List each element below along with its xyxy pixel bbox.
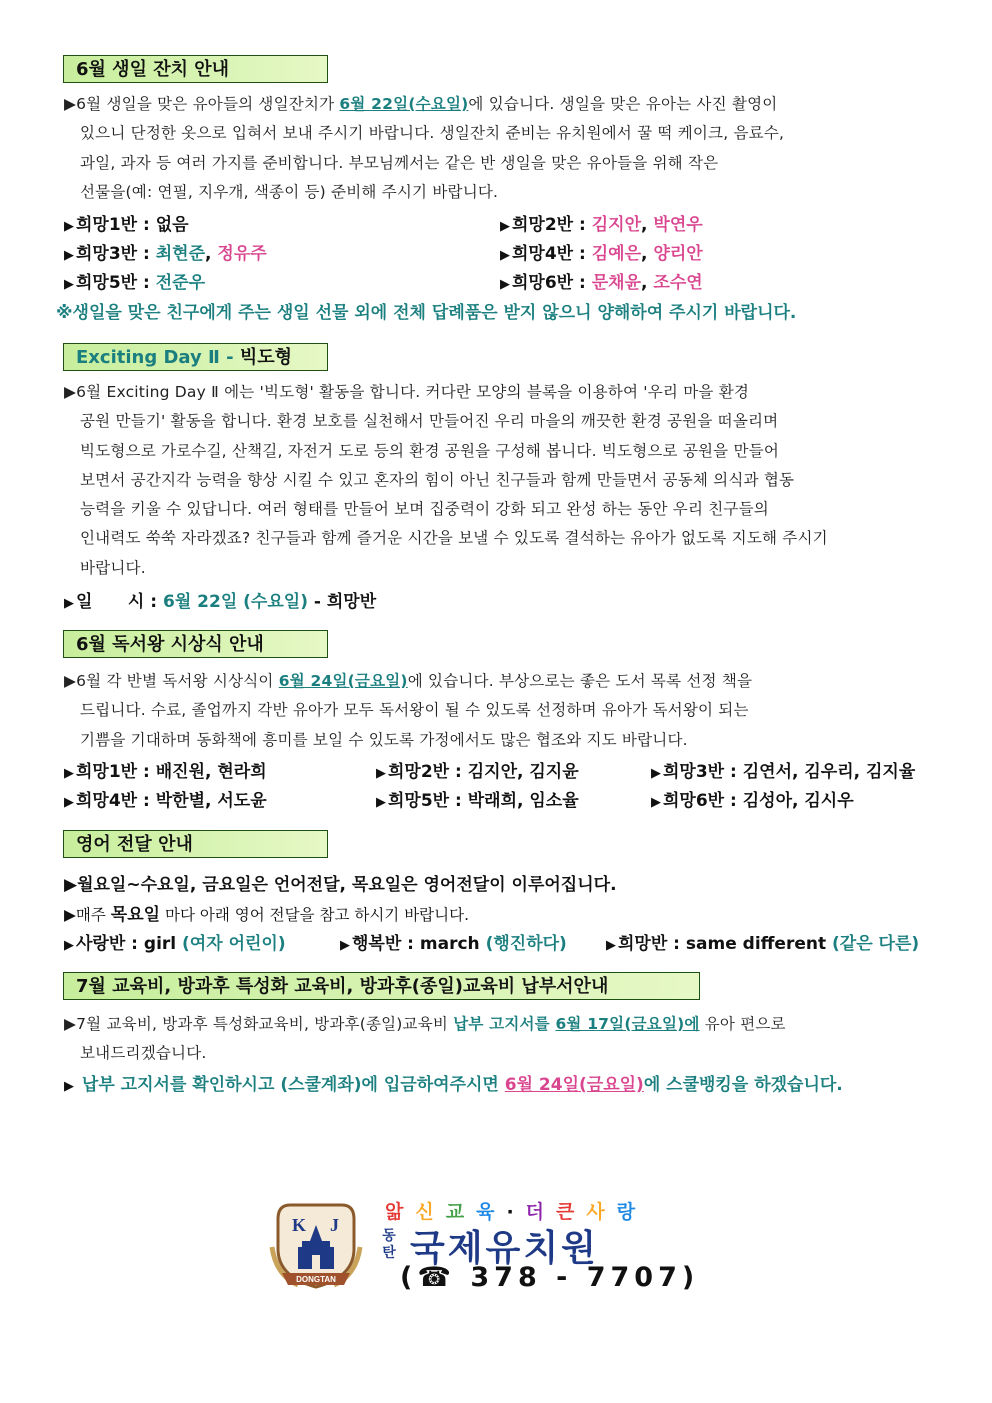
child-name: 없음 <box>155 215 189 235</box>
child-name: 정유주 <box>217 244 267 264</box>
reading-winner-1: ▶ 희망1반 : 배진원, 현라희 <box>64 762 267 782</box>
english-line-1: ▶월요일~수요일, 금요일은 언어전달, 목요일은 영어전달이 이루어집니다. <box>64 875 617 895</box>
kindergarten-crest-icon <box>268 1197 364 1293</box>
child-name: 박연우 <box>653 215 703 235</box>
exciting-paragraph: ▶6월 Exciting Day Ⅱ 에는 '빅도형' 활동을 합니다. 커다란 모양의 블록을 이용하여 '우리 마을 환경 공원 만들기' 활동을 합니다. 환경 보호를 실천해서 만들어진 우리 마을의 깨끗한 환경 공원을 떠올리며 빅도형으로 가로수길, 산책길, 자전거 도로 등의 환경 공원을 구성해 봅니다. 빅도형으로 공원을 만들어 보면서 공간지각 능력을 향상 시킬 수 있고 혼자의 힘이 아닌 친구들과 함께 만들면서 공동체 의식과 협동 능력을 키울 수 있답니다. 여러 형태를 만들어 보며 집중력이 강화 되고 완성 하는 동안 우리 친구들의 인내력도 쑥쑥 자라겠죠? 친구들과 함께 즐거운 시간을 보낼 수 있도록 결석하는 유아가 없도록 지도해 주시기 바랍니다. <box>64 383 828 577</box>
phone-number: (☎ 378 - 7707) <box>400 1262 700 1293</box>
birthday-class-3: ▶ 희망3반 : 최현준, 정유주 <box>64 244 267 264</box>
fee-title: 7월 교육비, 방과후 특성화 교육비, 방과후(종일)교육비 납부서안내 <box>63 972 700 1000</box>
slogan-char: 앎 <box>385 1201 416 1223</box>
slogan-char: 사 <box>586 1201 617 1223</box>
reading-paragraph: ▶6월 각 반별 독서왕 시상식이 6월 24일(금요일)에 있습니다. 부상으로는 좋은 도서 목록 선정 책을 드립니다. 수료, 졸업까지 각반 유아가 모두 독서왕이 될 수 있도록 선정하며 유아가 독서왕이 되는 기쁨을 기대하며 동화책에 흥미를 보일 수 있도록 가정에서도 많은 협조와 지도 바랍니다. <box>64 672 753 749</box>
birthday-class-1: ▶ 희망1반 : 없음 <box>64 215 189 235</box>
english-item-1: ▶ 사랑반 : girl (여자 어린이) <box>64 934 286 954</box>
child-name: 조수연 <box>653 273 703 293</box>
child-name: 김지안 <box>591 215 642 235</box>
birthday-class-4: ▶ 희망4반 : 김예은, 양리안 <box>500 244 703 264</box>
reading-winner-5: ▶ 희망5반 : 박래희, 임소율 <box>376 791 579 811</box>
birthday-class-2: ▶ 희망2반 : 김지안, 박연우 <box>500 215 703 235</box>
english-line-2: ▶매주 목요일 마다 아래 영어 전달을 참고 하시기 바랍니다. <box>64 905 470 925</box>
english-item-3: ▶ 희망반 : same different (같은 다른) <box>606 934 920 954</box>
reading-winner-6: ▶ 희망6반 : 김성아, 김시우 <box>651 791 854 811</box>
birthday-date: 6월 22일(수요일) <box>339 95 469 113</box>
slogan-char: 교 <box>445 1201 477 1223</box>
english-title: 영어 전달 안내 <box>63 830 328 858</box>
child-name: 김예은 <box>591 244 642 264</box>
reading-winner-2: ▶ 희망2반 : 김지안, 김지윤 <box>376 762 579 782</box>
slogan-char: 랑 <box>616 1201 648 1223</box>
kindergarten-name: 국제유치원 <box>410 1228 599 1269</box>
class-label: 희망3반 : <box>76 244 156 264</box>
birthday-note: ※생일을 맞은 친구에게 주는 생일 선물 외에 전체 답례품은 받지 않으니 양해하여 주시기 바랍니다. <box>56 303 797 323</box>
fee-paragraph: ▶7월 교육비, 방과후 특성화교육비, 방과후(종일)교육비 납부 고지서를 6월 17일(금요일)에 유아 편으로 보내드리겠습니다. <box>64 1015 786 1063</box>
birthday-title: 6월 생일 잔치 안내 <box>63 55 328 83</box>
dongtan-label: 동탄 <box>382 1228 396 1261</box>
birthday-class-6: ▶ 희망6반 : 문채윤, 조수연 <box>500 273 703 293</box>
crest-letter-j: J <box>330 1215 339 1235</box>
slogan-char: · <box>506 1201 526 1223</box>
exciting-when: ▶ 일 시 : 6월 22일 (수요일) - 희망반 <box>64 592 377 612</box>
class-label: 희망6반 : <box>512 273 592 293</box>
class-label: 희망5반 : <box>76 273 156 293</box>
slogan-char: 더 <box>525 1201 557 1223</box>
child-name: 문채윤 <box>591 273 642 293</box>
child-name: 양리안 <box>653 244 703 264</box>
class-label: 희망2반 : <box>512 215 592 235</box>
english-item-2: ▶ 행복반 : march (행진하다) <box>340 934 567 954</box>
child-name: 최현준 <box>155 244 206 264</box>
slogan-char: 육 <box>476 1201 507 1223</box>
class-label: 희망4반 : <box>512 244 592 264</box>
reading-title: 6월 독서왕 시상식 안내 <box>63 630 328 658</box>
fee-line-3: ▶ 납부 고지서를 확인하시고 (스쿨계좌)에 입금하여주시면 6월 24일(금요일)에 스쿨뱅킹을 하겠습니다. <box>64 1075 843 1095</box>
crest-letter-k: K <box>292 1215 307 1235</box>
slogan-char: 큰 <box>556 1201 587 1223</box>
slogan-char: 신 <box>415 1201 446 1223</box>
reading-winner-3: ▶ 희망3반 : 김연서, 김우리, 김지율 <box>651 762 916 782</box>
crest-ribbon: DONGTAN <box>296 1275 336 1284</box>
child-name: 전준우 <box>155 273 206 293</box>
exciting-title: Exciting Day Ⅱ - 빅도형 <box>63 343 328 371</box>
reading-winner-4: ▶ 희망4반 : 박한별, 서도윤 <box>64 791 267 811</box>
class-label: 희망1반 : <box>76 215 156 235</box>
birthday-paragraph: ▶6월 생일을 맞은 유아들의 생일잔치가 6월 22일(수요일)에 있습니다. 생일을 맞은 유아는 사진 촬영이 있으니 단정한 옷으로 입혀서 보내 주시기 바랍니다. 생일잔치 준비는 유치원에서 꿀 떡 케이크, 음료수, 과일, 과자 등 여러 가지를 준비합니다. 부모님께서는 같은 반 생일을 맞은 유아들을 위해 작은 선물을(예: 연필, 지우개, 색종이 등) 준비해 주시기 바랍니다. <box>64 95 785 201</box>
birthday-class-5: ▶ 희망5반 : 전준우 <box>64 273 206 293</box>
